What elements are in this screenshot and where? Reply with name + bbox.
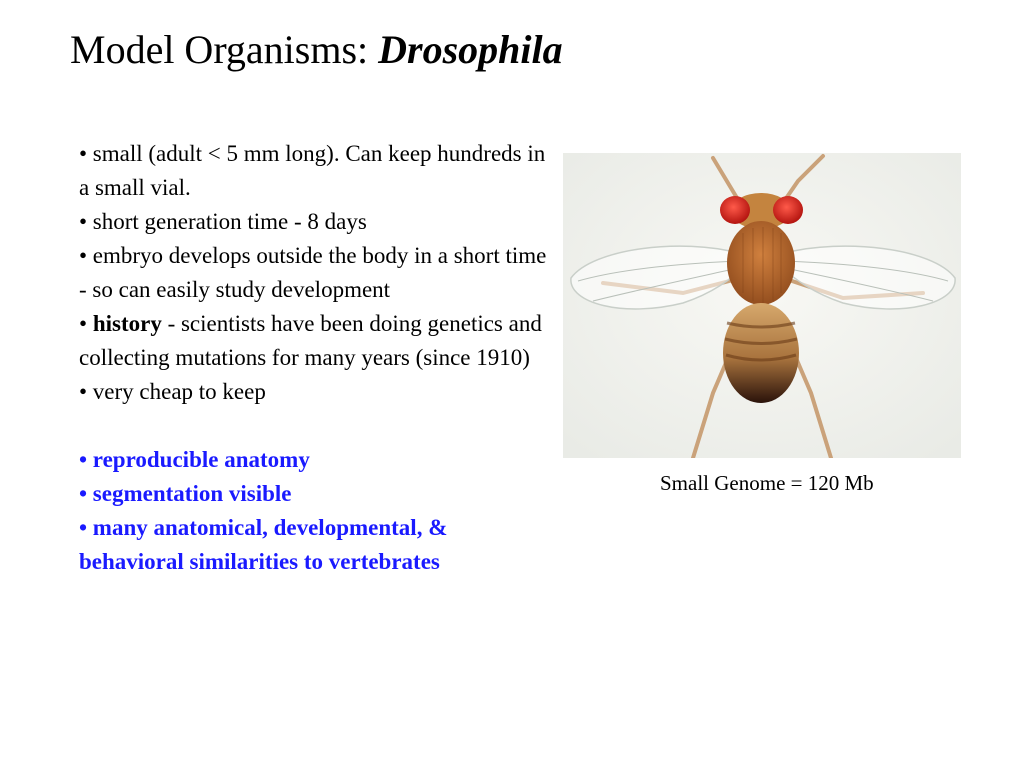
highlight-similarities: • many anatomical, developmental, & behavioral similarities to vertebrates	[79, 515, 448, 574]
genome-caption: Small Genome = 120 Mb	[660, 471, 874, 495]
bullet-history-keyword: history	[92, 311, 162, 336]
title-italic: Drosophila	[378, 27, 563, 72]
fruit-fly-photo	[563, 153, 961, 458]
slide-title	[70, 26, 563, 74]
bullet-history-rest: - scientists have been doing genetics and collecting mutations for many years (since 1910)	[79, 311, 542, 370]
bullet-list	[79, 137, 549, 579]
bullet-embryo: • embryo develops outside the body in a short time - so can easily study development	[79, 243, 547, 302]
bullet-history-prefix: •	[79, 311, 93, 336]
title-plain: Model Organisms:	[70, 27, 379, 72]
highlight-segmentation: • segmentation visible	[79, 481, 292, 506]
bullet-history	[79, 307, 549, 375]
bullet-size: • small (adult < 5 mm long). Can keep hundreds in a small vial.	[79, 141, 546, 200]
bullet-cheap: • very cheap to keep	[79, 379, 266, 404]
spacer	[79, 409, 549, 443]
highlight-anatomy: • reproducible anatomy	[79, 447, 310, 472]
bullet-generation-time: • short generation time - 8 days	[79, 209, 367, 234]
